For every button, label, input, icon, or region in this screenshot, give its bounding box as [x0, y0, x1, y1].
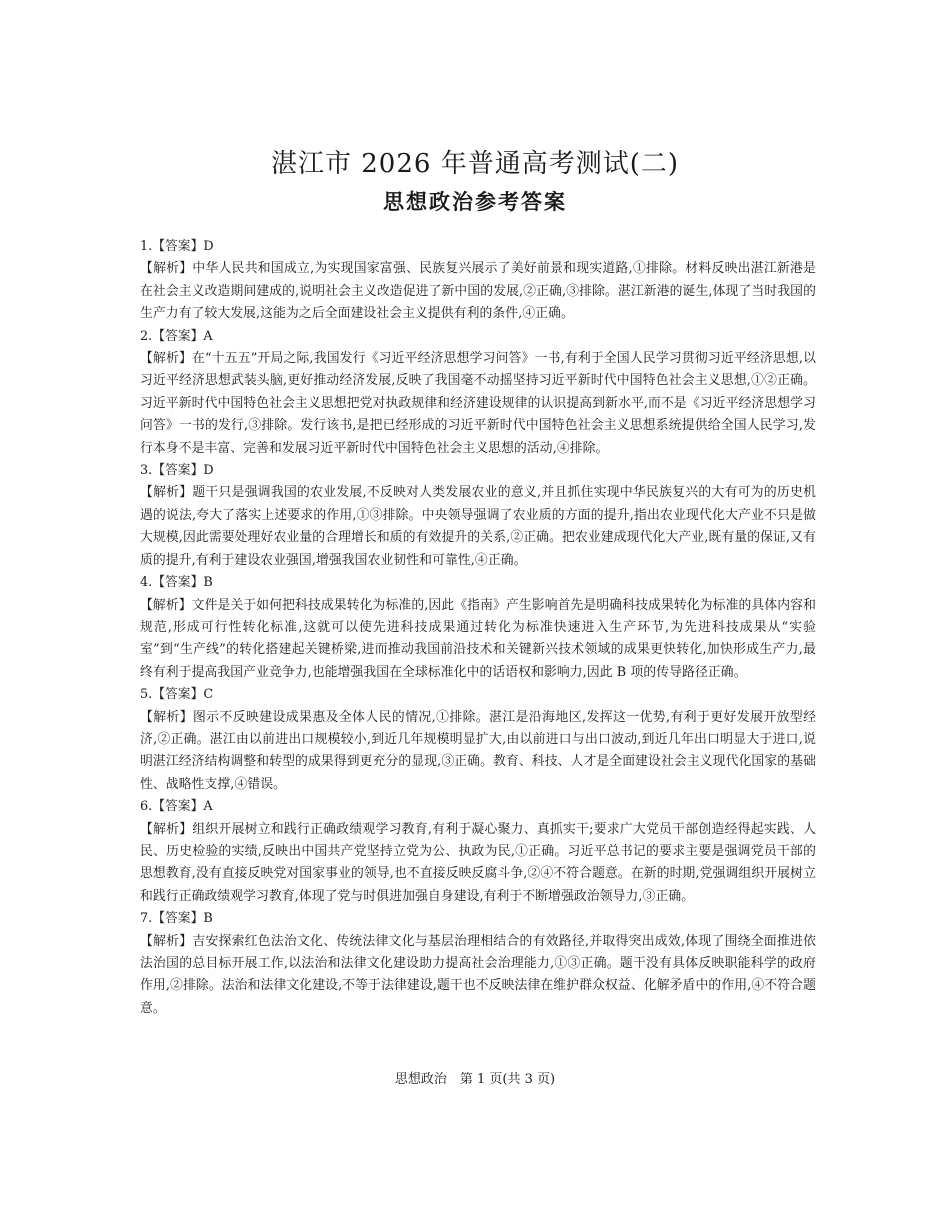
explanation-text: 【解析】题干只是强调我国的农业发展,不反映对人类发展农业的意义,并且抓住实现中华民族复兴的大有可为的历史机遇的说法,夸大了落实上述要求的作用,①③排除。中央领导强调了农业质的方面的提升,指出农业现代化大产业不只是做大规模,因此需要处理好农业量的合理增长和质的有效提升的关系,②正确。把农业建成现代化大产业,既有量的保证,又有质的提升,有利于建设农业强国,增强我国农业韧性和可靠性,④正确。: [140, 485, 816, 568]
answer-line: 4.【答案】B: [140, 575, 213, 591]
answer-line: 5.【答案】C: [140, 687, 214, 703]
question-6: [140, 796, 816, 908]
answer-line: 1.【答案】D: [140, 239, 214, 254]
question-1: [140, 236, 816, 326]
question-7: [140, 908, 816, 1020]
page-subtitle: 思想政治参考答案: [383, 190, 567, 214]
answer-line: 2.【答案】A: [140, 328, 213, 344]
answer-line: 6.【答案】A: [140, 799, 213, 815]
explanation-text: 【解析】在“十五五”开局之际,我国发行《习近平经济思想学习问答》一书,有利于全国人民学习贯彻习近平经济思想,以习近平经济思想武装头脑,更好推动经济发展,反映了我国毫不动摇坚持习近平新时代中国特色社会主义思想,①②正确。习近平新时代中国特色社会主义思想把党对执政规律和经济建设规律的认识提高到新水平,而不是《习近平经济思想学习问答》一书的发行,③排除。发行该书,是把已经形成的习近平新时代中国特色社会主义思想系统提供给全国人民学习,发行本身不是丰富、完善和发展习近平新时代中国特色社会主义思想的活动,④排除。: [140, 351, 816, 456]
question-2: [140, 326, 816, 460]
question-5: [140, 684, 816, 796]
explanation-text: 【解析】文件是关于如何把科技成果转化为标准的,因此《指南》产生影响首先是明确科技成果转化为标准的具体内容和规范,形成可行性转化标准,这就可以使先进科技成果通过转化为标准快速进入生产环节,为先进科技成果从“实验室”到“生产线”的转化搭建起关键桥梁,进而推动我国前沿技术和关键新兴技术领域的成果更快转化,加快形成生产力,最终有利于提高我国产业竞争力,也能增强我国在全球标准化中的话语权和影响力,因此 B 项的传导路径正确。: [140, 597, 816, 680]
explanation-text: 【解析】组织开展树立和践行正确政绩观学习教育,有利于凝心聚力、真抓实干;要求广大党员干部创造经得起实践、人民、历史检验的实绩,反映出中国共产党坚持立党为公、执政为民,①正确。习近平总书记的要求主要是强调党员干部的思想教育,没有直接反映党对国家事业的领导,也不直接反映反腐斗争,②④不符合题意。在新的时期,党强调组织开展树立和践行正确政绩观学习教育,体现了党与时俱进加强自身建设,有利于不断增强政治领导力,③正确。: [140, 821, 816, 904]
answers-list: [140, 236, 816, 1020]
answer-line: 3.【答案】D: [140, 463, 214, 479]
question-4: [140, 572, 816, 684]
explanation-text: 【解析】中华人民共和国成立,为实现国家富强、民族复兴展示了美好前景和现实道路,①排除。材料反映出湛江新港是在社会主义改造期间建成的,说明社会主义改造促进了新中国的发展,②正确,③排除。湛江新港的诞生,体现了当时我国的生产力有了较大发展,这能为之后全面建设社会主义提供有利的条件,④正确。: [140, 261, 816, 322]
explanation-text: 【解析】图示不反映建设成果惠及全体人民的情况,①排除。湛江是沿海地区,发挥这一优势,有利于更好发展开放型经济,②正确。湛江由以前进出口规模较小,到近几年规模明显扩大,由以前进口与出口波动,到近几年出口明显大于进口,说明湛江经济结构调整和转型的成果得到更充分的显现,③正确。教育、科技、人才是全面建设社会主义现代化国家的基础性、战略性支撑,④错误。: [140, 709, 816, 792]
answer-line: 7.【答案】B: [140, 911, 213, 927]
page-footer: 思想政治 第 1 页(共 3 页): [394, 1072, 556, 1087]
explanation-text: 【解析】吉安探索红色法治文化、传统法律文化与基层治理相结合的有效路径,并取得突出成效,体现了围绕全面推进依法治国的总目标开展工作,以法治和法律文化建设助力提高社会治理能力,①③正确。题干没有具体反映职能科学的政府作用,②排除。法治和法律文化建设,不等于法律建设,题干也不反映法律在维护群众权益、化解矛盾中的作用,④不符合题意。: [140, 933, 816, 1016]
page-title: 湛江市 2026 年普通高考测试(二): [271, 149, 679, 179]
question-3: [140, 460, 816, 572]
